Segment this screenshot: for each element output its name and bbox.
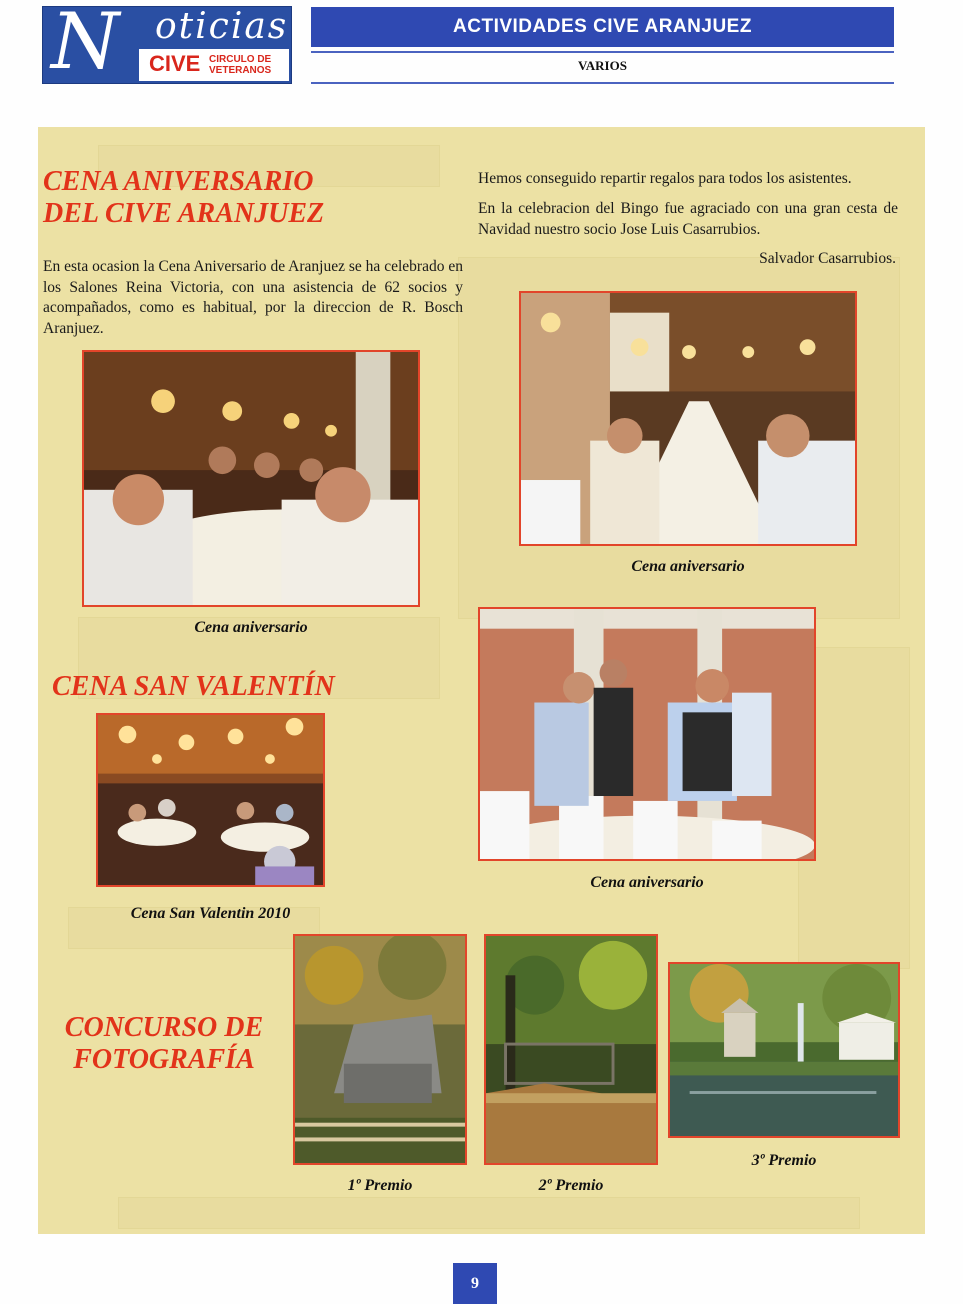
article1-signature: Salvador Casarrubios. [759, 250, 896, 267]
subsection-label: VARIOS [578, 58, 627, 73]
noticias-cive-logo [42, 0, 292, 87]
article1-title-line1: CENA ANIVERSARIO [43, 166, 314, 197]
article2-title: CENA SAN VALENTÍN [52, 671, 335, 702]
article1-bingo-paragraph: En la celebracion del Bingo fue agraciado con una gran cesta de Navidad nuestro socio Jose Luis Casarrubios. [478, 200, 898, 238]
photo-cena-aniversario-2 [519, 291, 857, 546]
photo-cena-san-valentin [96, 713, 325, 887]
article3-title-line2: FOTOGRAFÍA [73, 1044, 255, 1076]
photo-cena-aniversario-1 [82, 350, 420, 607]
photo-premio-3 [668, 962, 900, 1138]
caption-cena-aniversario-3: Cena aniversario [590, 874, 704, 891]
article3-title [50, 1012, 278, 1076]
article1-gifts-paragraph: Hemos conseguido repartir regalos para todos los asistentes. [478, 170, 852, 187]
header-divider-bottom [311, 82, 894, 84]
logo-subtitle-line2: VETERANOS [209, 64, 272, 76]
article1-title [43, 166, 324, 230]
caption-cena-aniversario-1: Cena aniversario [194, 619, 308, 636]
background-ghost-block [118, 1197, 860, 1229]
article3-title-line1: CONCURSO DE [64, 1012, 264, 1043]
logo-subtitle [209, 55, 271, 76]
caption-premio-2: 2º Premio [538, 1177, 604, 1194]
section-title-bar: ACTIVIDADES CIVE ARANJUEZ [311, 7, 894, 47]
caption-cena-san-valentin: Cena San Valentin 2010 [130, 905, 291, 922]
photo-premio-2 [484, 934, 658, 1165]
header-divider-top [311, 51, 894, 53]
page-number: 9 [453, 1263, 497, 1304]
photo-cena-aniversario-3 [478, 607, 816, 861]
logo-subtitle-line1: CIRCULO DE [209, 54, 272, 65]
photo-premio-1 [293, 934, 467, 1165]
caption-premio-3: 3º Premio [751, 1152, 817, 1169]
article1-intro-paragraph: En esta ocasion la Cena Aniversario de Aranjuez se ha celebrado en los Salones Reina Victoria, con una asistencia de 62 socios y acompañados, como es habitual, por la direccion de R. Bosch Aranjuez. [43, 258, 463, 337]
logo-word: oticias [155, 6, 289, 47]
caption-premio-1: 1º Premio [347, 1177, 413, 1194]
logo-initial: N [51, 0, 120, 87]
logo-cive: CIVE [149, 51, 201, 76]
caption-cena-aniversario-2: Cena aniversario [631, 558, 745, 575]
article1-title-line2: DEL CIVE ARANJUEZ [43, 198, 325, 230]
